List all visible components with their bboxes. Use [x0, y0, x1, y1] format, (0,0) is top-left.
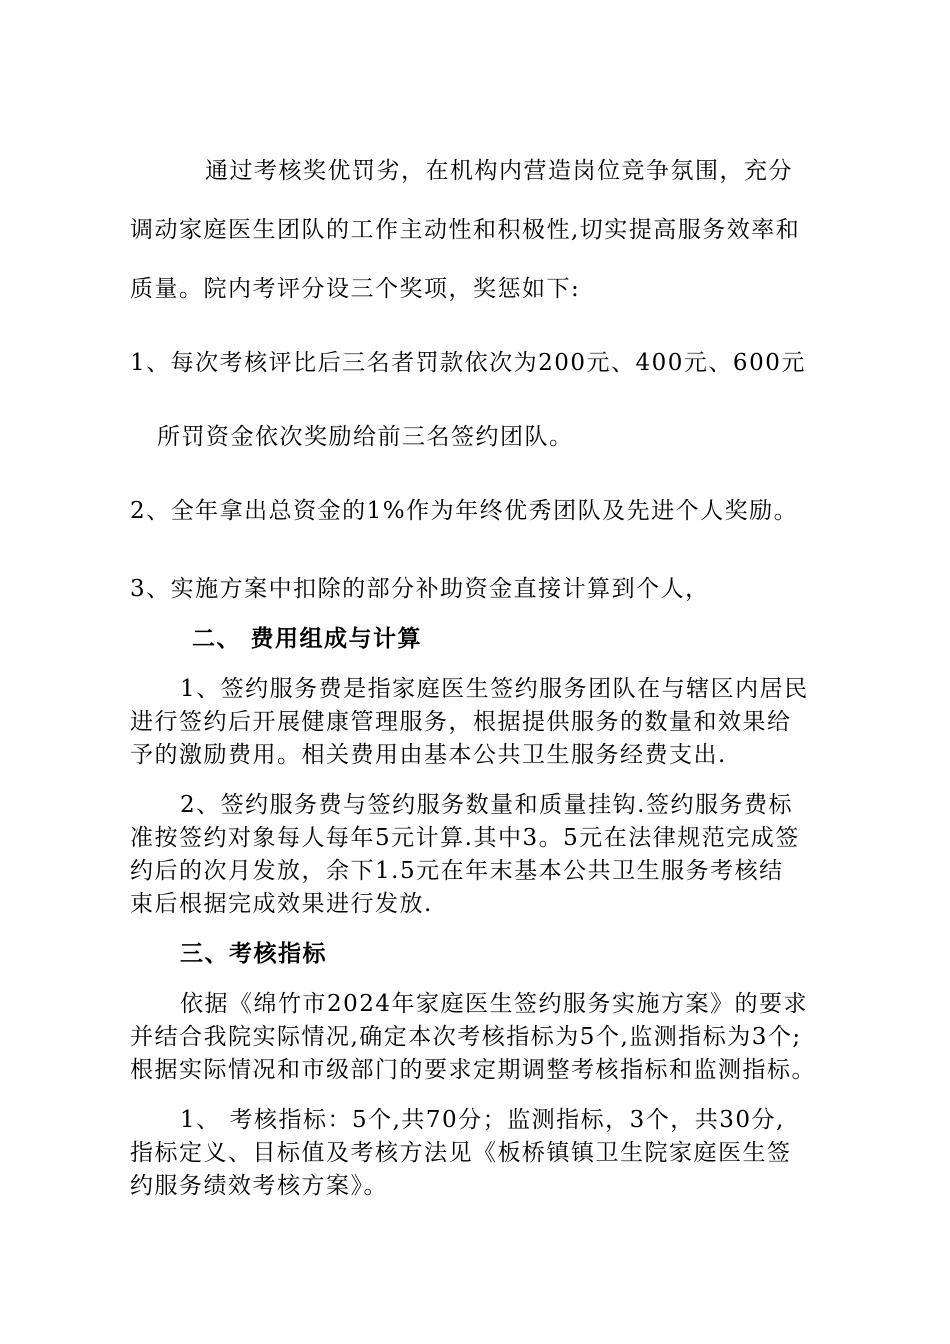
reward-item-2: 2、全年拿出总资金的1%作为年终优秀团队及先进个人奖励。: [130, 498, 799, 524]
section-3-para-1-line-2: 并结合我院实际情况,确定本次考核指标为5个,监测指标为3个;: [130, 1024, 802, 1050]
section-3-para-2-line-3: 约服务绩效考核方案》。: [130, 1173, 388, 1199]
reward-item-3: 3、实施方案中扣除的部分补助资金直接计算到个人，: [130, 576, 710, 602]
section-2-para-2-line-3: 约后的次月发放，余下1.5元在年末基本公共卫生服务考核结: [130, 858, 784, 884]
section-2-para-2-line-1: 2、签约服务费与签约服务数量和质量挂钩.签约服务费标: [180, 792, 793, 818]
section-2-para-1-line-1: 1、签约服务费是指家庭医生签约服务团队在与辖区内居民: [180, 676, 809, 702]
section-2-para-1-line-2: 进行签约后开展健康管理服务，根据提供服务的数量和效果给: [130, 709, 792, 735]
intro-line-3: 质量。院内考评分设三个奖项，奖惩如下:: [130, 276, 581, 302]
reward-item-1: 1、每次考核评比后三名者罚款依次为200元、400元、600元: [130, 350, 806, 376]
section-3-heading: 三、考核指标: [180, 941, 327, 967]
intro-line-1: 通过考核奖优罚劣，在机构内营造岗位竞争氛围，充分: [205, 158, 793, 184]
intro-line-2: 调动家庭医生团队的工作主动性和积极性,切实提高服务效率和: [130, 217, 801, 243]
section-2-heading: 二、 费用组成与计算: [192, 626, 423, 652]
section-3-para-2-line-2: 指标定义、目标值及考核方法见《板桥镇镇卫生院家庭医生签: [130, 1140, 792, 1166]
section-3-para-2-line-1: 1、 考核指标：5个,共70分；监测指标，3个，共30分,: [180, 1107, 785, 1133]
section-2-para-2-line-4: 束后根据完成效果进行发放.: [130, 891, 433, 917]
section-2-para-2-line-2: 准按签约对象每人每年5元计算.其中3。5元在法律规范完成签: [130, 825, 800, 851]
section-3-para-1-line-1: 依据《绵竹市2024年家庭医生签约服务实施方案》的要求: [180, 991, 809, 1017]
section-3-para-1-line-3: 根据实际情况和市级部门的要求定期调整考核指标和监测指标。: [130, 1057, 816, 1083]
reward-item-1-continued: 所罚资金依次奖励给前三名签约团队。: [157, 424, 574, 450]
section-2-para-1-line-3: 予的激励费用。相关费用由基本公共卫生服务经费支出.: [130, 742, 727, 768]
